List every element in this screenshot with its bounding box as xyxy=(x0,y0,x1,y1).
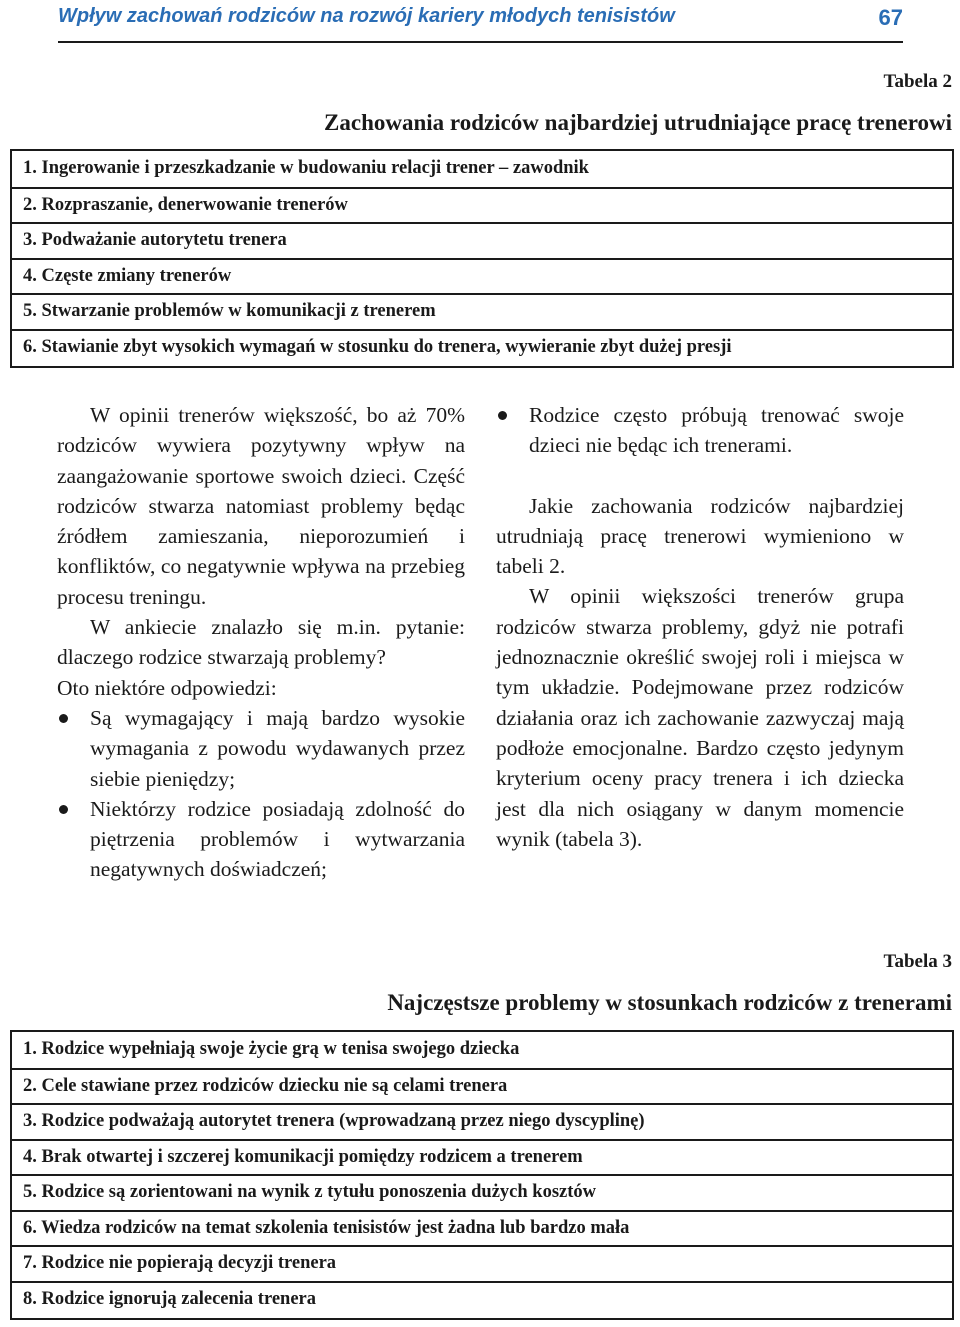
table-row: 5. Stwarzanie problemów w komunikacji z trenerem xyxy=(12,293,952,329)
right-column xyxy=(496,400,904,854)
paragraph: W opinii trenerów większość, bo aż 70% rodziców wywiera pozytywny wpływ na zaangażowanie sportowe swoich dzieci. Część rodziców stwarza natomiast problemy będąc źródłem zamieszania, nieporozumień i konfliktów, co negatywnie wpływa na przebieg procesu treningu. xyxy=(57,403,465,609)
bullet-item: Niektórzy rodzice posiadają zdolność do piętrzenia problemów i wytwarzania negatywnych doświadczeń; xyxy=(57,794,465,885)
table-row: 1. Ingerowanie i przeszkadzanie w budowaniu relacji trener – zawodnik xyxy=(23,158,589,179)
table-row: 2. Cele stawiane przez rodziców dziecku nie są celami trenera xyxy=(12,1068,952,1104)
paragraph: Oto niektóre odpowiedzi: xyxy=(57,675,277,700)
table-row: 6. Wiedza rodziców na temat szkolenia tenisistów jest żadna lub bardzo mała xyxy=(12,1210,952,1246)
paragraph: Jakie zachowania rodziców najbardziej utrudniają pracę trenerowi wymieniono w tabeli 2. xyxy=(496,493,904,579)
running-header xyxy=(58,0,903,43)
table-row: 4. Brak otwartej i szczerej komunikacji pomiędzy rodzicem a trenerem xyxy=(12,1139,952,1175)
table-3-title: Najczęstsze problemy w stosunkach rodziców z trenerami xyxy=(387,990,952,1015)
table-row: 3. Rodzice podważają autorytet trenera (wprowadzaną przez niego dyscyplinę) xyxy=(12,1103,952,1139)
running-title: Wpływ zachowań rodziców na rozwój kariery młodych tenisistów xyxy=(58,5,675,27)
table-row: 3. Podważanie autorytetu trenera xyxy=(12,222,952,258)
table-row: 8. Rodzice ignorują zalecenia trenera xyxy=(12,1281,952,1317)
table-row: 6. Stawianie zbyt wysokich wymagań w stosunku do trenera, wywieranie zbyt dużej presji xyxy=(12,329,952,365)
table-row: 2. Rozpraszanie, denerwowanie trenerów xyxy=(12,187,952,223)
table-2 xyxy=(10,149,954,368)
bullet-item: Rodzice często próbują trenować swoje dzieci nie będąc ich trenerami. xyxy=(496,400,904,461)
page-number: 67 xyxy=(878,5,903,30)
left-column xyxy=(57,400,465,885)
paragraph: W ankiecie znalazło się m.in. pytanie: dlaczego rodzice stwarzają problemy? xyxy=(57,615,465,670)
table-3 xyxy=(10,1030,954,1320)
table-2-title: Zachowania rodziców najbardziej utrudniające pracę trenerowi xyxy=(324,110,952,135)
table-row: 5. Rodzice są zorientowani na wynik z tytułu ponoszenia dużych kosztów xyxy=(12,1174,952,1210)
table-row: 1. Rodzice wypełniają swoje życie grą w tenisa swojego dziecka xyxy=(23,1039,520,1060)
table-row: 4. Częste zmiany trenerów xyxy=(12,258,952,294)
table-row: 7. Rodzice nie popierają decyzji trenera xyxy=(12,1245,952,1281)
table-3-label: Tabela 3 xyxy=(883,951,952,972)
table-2-label: Tabela 2 xyxy=(883,71,952,92)
paragraph: W opinii większości trenerów grupa rodziców stwarza problemy, gdyż nie potrafi jednoznacznie określić swojej roli i miejsca w tym układzie. Podejmowane przez rodziców działania oraz ich zachowanie zazwyczaj mają podłoże emocjonalne. Bardzo często jedynym kryterium oceny pracy trenera i ich dziecka jest dla nich osiągany w danym momencie wynik (tabela 3). xyxy=(496,584,904,851)
bullet-item: Są wymagający i mają bardzo wysokie wymagania z powodu wydawanych przez siebie pieniędzy; xyxy=(57,703,465,794)
